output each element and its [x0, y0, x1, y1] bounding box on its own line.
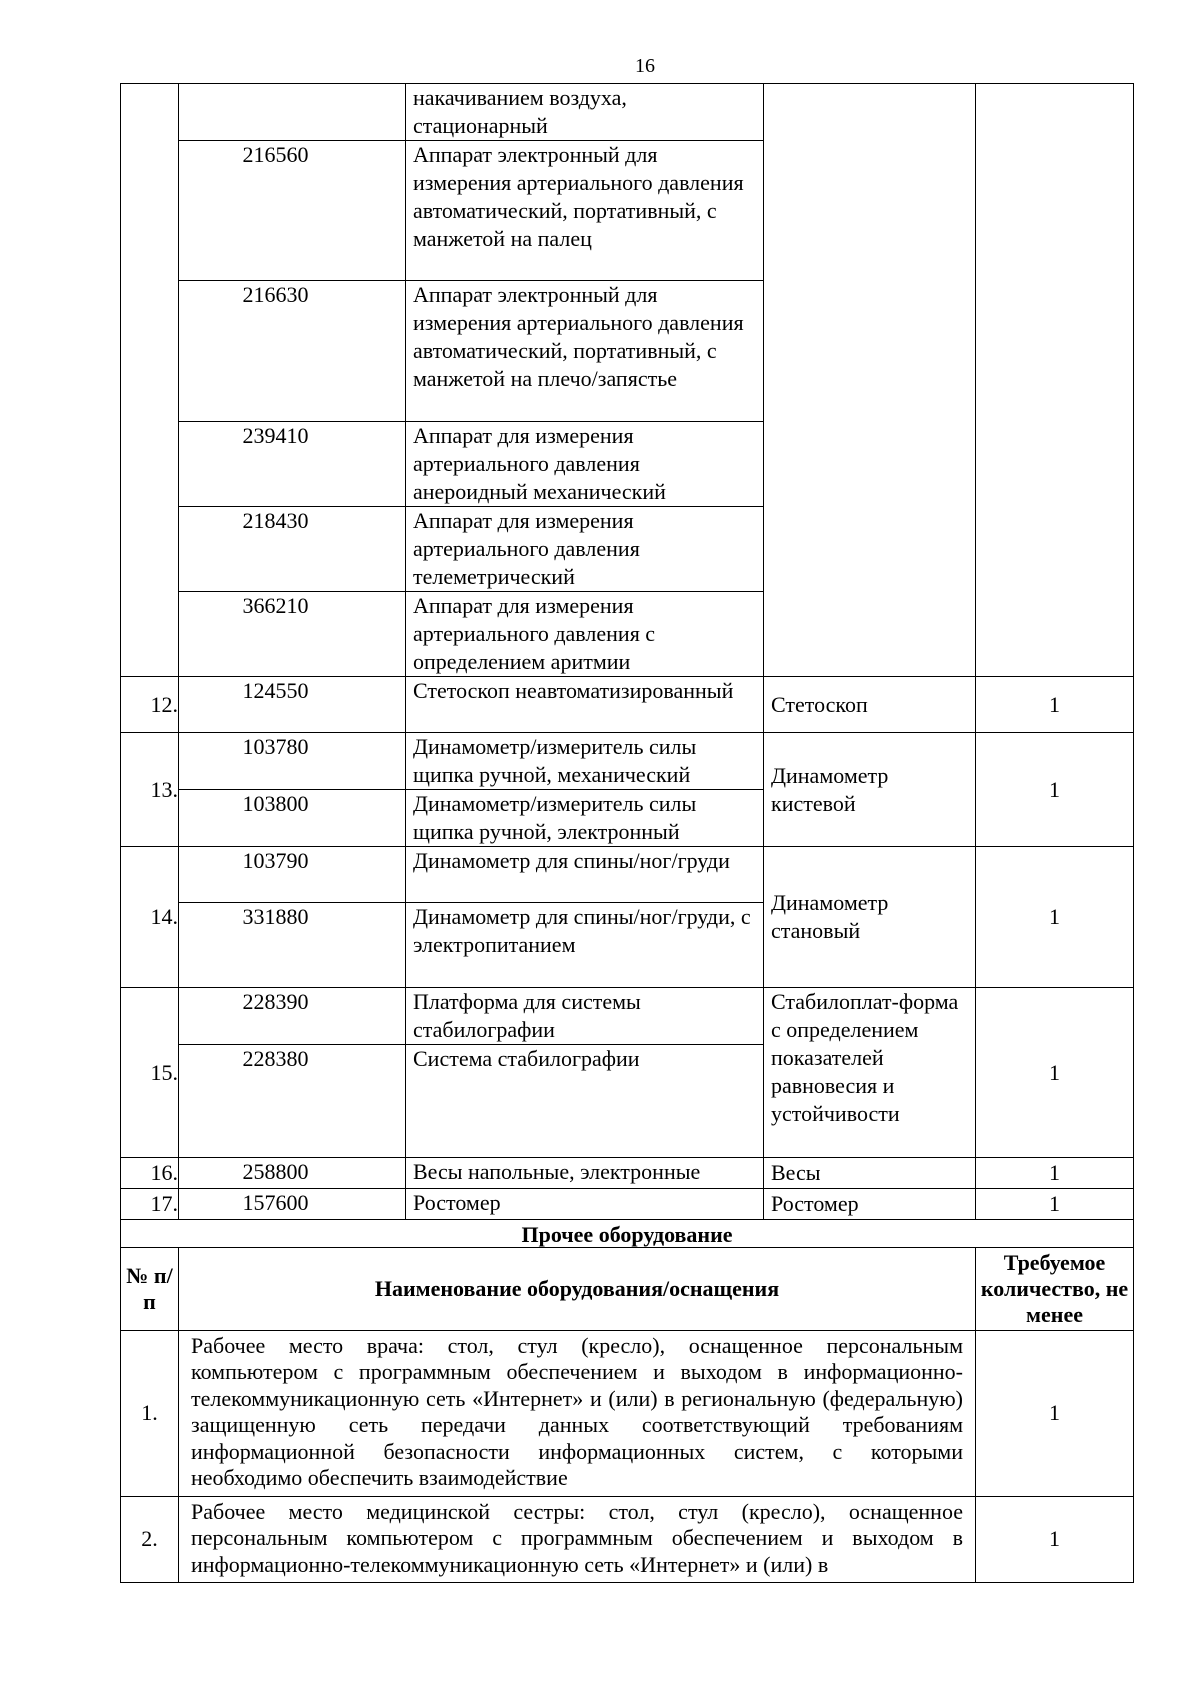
- table-row: [121, 733, 1134, 790]
- equipment-qty: 1: [976, 1330, 1134, 1496]
- row-number: 17.: [121, 1189, 179, 1220]
- equipment-qty: [976, 84, 1134, 677]
- table-row: [121, 677, 1134, 733]
- equipment-description: Рабочее место медицинской сестры: стол, стул (кресло), оснащенное персональным компьютером с программным обеспечением и выходом в информационно-телекоммуникационную сеть «Интернет» и (или) в: [179, 1496, 976, 1582]
- nkmi-name: Аппарат электронный для измерения артериального давления автоматический, портативный, с манжетой на палец: [406, 141, 764, 281]
- row-number: 14.: [121, 847, 179, 988]
- nkmi-name: Динамометр/измеритель силы щипка ручной, механический: [406, 733, 764, 790]
- nkmi-name: Стетоскоп неавтоматизированный: [406, 677, 764, 733]
- nkmi-name: Динамометр/измеритель силы щипка ручной, электронный: [406, 790, 764, 847]
- equipment-table-container: [120, 83, 1133, 1583]
- nkmi-code: 103800: [179, 790, 406, 847]
- nkmi-name: накачиванием воздуха, стационарный: [406, 84, 764, 141]
- nkmi-name: Аппарат для измерения артериального давления анероидный механический: [406, 422, 764, 507]
- nkmi-name: Аппарат для измерения артериального давления телеметрический: [406, 507, 764, 592]
- nkmi-code: 103780: [179, 733, 406, 790]
- nkmi-name: Весы напольные, электронные: [406, 1158, 764, 1189]
- nkmi-code: 228380: [179, 1045, 406, 1158]
- equipment-qty: 1: [976, 847, 1134, 988]
- table-row: [121, 988, 1134, 1045]
- nkmi-name: Аппарат электронный для измерения артериального давления автоматический, портативный, с манжетой на плечо/запястье: [406, 281, 764, 422]
- table-row: [121, 1189, 1134, 1220]
- row-number: [121, 84, 179, 677]
- equipment-kind: Ростомер: [764, 1189, 976, 1220]
- equipment-kind: [764, 84, 976, 677]
- row-number: 16.: [121, 1158, 179, 1189]
- equipment-table: [120, 83, 1134, 1220]
- equipment-qty: 1: [976, 1158, 1134, 1189]
- row-number: 13.: [121, 733, 179, 847]
- row-number: 1.: [121, 1330, 179, 1496]
- equipment-description: Рабочее место врача: стол, стул (кресло), оснащенное персональным компьютером с программным обеспечением и выходом в информационно-телекоммуникационную сеть «Интернет» и (или) в региональную (федеральную) защищенную сеть передачи данных соответствующий требованиям информационной безопасности информационных систем, с которыми необходимо обеспечить взаимодействие: [179, 1330, 976, 1496]
- section-heading-row: [121, 1219, 1134, 1247]
- header-number: № п/п: [121, 1247, 179, 1330]
- row-number: 15.: [121, 988, 179, 1158]
- equipment-kind: Весы: [764, 1158, 976, 1189]
- nkmi-name: Динамометр для спины/ног/груди: [406, 847, 764, 903]
- row-number: 2.: [121, 1496, 179, 1582]
- equipment-qty: 1: [976, 988, 1134, 1158]
- nkmi-code: 366210: [179, 592, 406, 677]
- equipment-kind: Стетоскоп: [764, 677, 976, 733]
- header-quantity: Требуемое количество, не менее: [976, 1247, 1134, 1330]
- header-name: Наименование оборудования/оснащения: [179, 1247, 976, 1330]
- nkmi-name: Ростомер: [406, 1189, 764, 1220]
- nkmi-code: 258800: [179, 1158, 406, 1189]
- equipment-qty: 1: [976, 1496, 1134, 1582]
- equipment-kind: Стабилоплат-форма с определением показателей равновесия и устойчивости: [764, 988, 976, 1158]
- nkmi-code: [179, 84, 406, 141]
- nkmi-code: 218430: [179, 507, 406, 592]
- table-row: [121, 84, 1134, 141]
- header-row: [121, 1247, 1134, 1330]
- table-row: [121, 1158, 1134, 1189]
- section-title: Прочее оборудование: [121, 1219, 1134, 1247]
- equipment-qty: 1: [976, 1189, 1134, 1220]
- table-row: [121, 1330, 1134, 1496]
- nkmi-code: 103790: [179, 847, 406, 903]
- equipment-qty: 1: [976, 733, 1134, 847]
- nkmi-code: 228390: [179, 988, 406, 1045]
- table-row: [121, 1496, 1134, 1582]
- equipment-kind: Динамометр кистевой: [764, 733, 976, 847]
- equipment-kind: Динамометр становый: [764, 847, 976, 988]
- nkmi-code: 124550: [179, 677, 406, 733]
- nkmi-code: 216560: [179, 141, 406, 281]
- nkmi-name: Система стабилографии: [406, 1045, 764, 1158]
- equipment-qty: 1: [976, 677, 1134, 733]
- nkmi-code: 216630: [179, 281, 406, 422]
- nkmi-name: Платформа для системы стабилографии: [406, 988, 764, 1045]
- nkmi-code: 157600: [179, 1189, 406, 1220]
- nkmi-code: 239410: [179, 422, 406, 507]
- table-row: [121, 847, 1134, 903]
- row-number: 12.: [121, 677, 179, 733]
- other-equipment-table: [120, 1219, 1134, 1583]
- nkmi-name: Динамометр для спины/ног/груди, с электропитанием: [406, 903, 764, 988]
- page-number: 16: [635, 55, 655, 77]
- nkmi-code: 331880: [179, 903, 406, 988]
- nkmi-name: Аппарат для измерения артериального давления с определением аритмии: [406, 592, 764, 677]
